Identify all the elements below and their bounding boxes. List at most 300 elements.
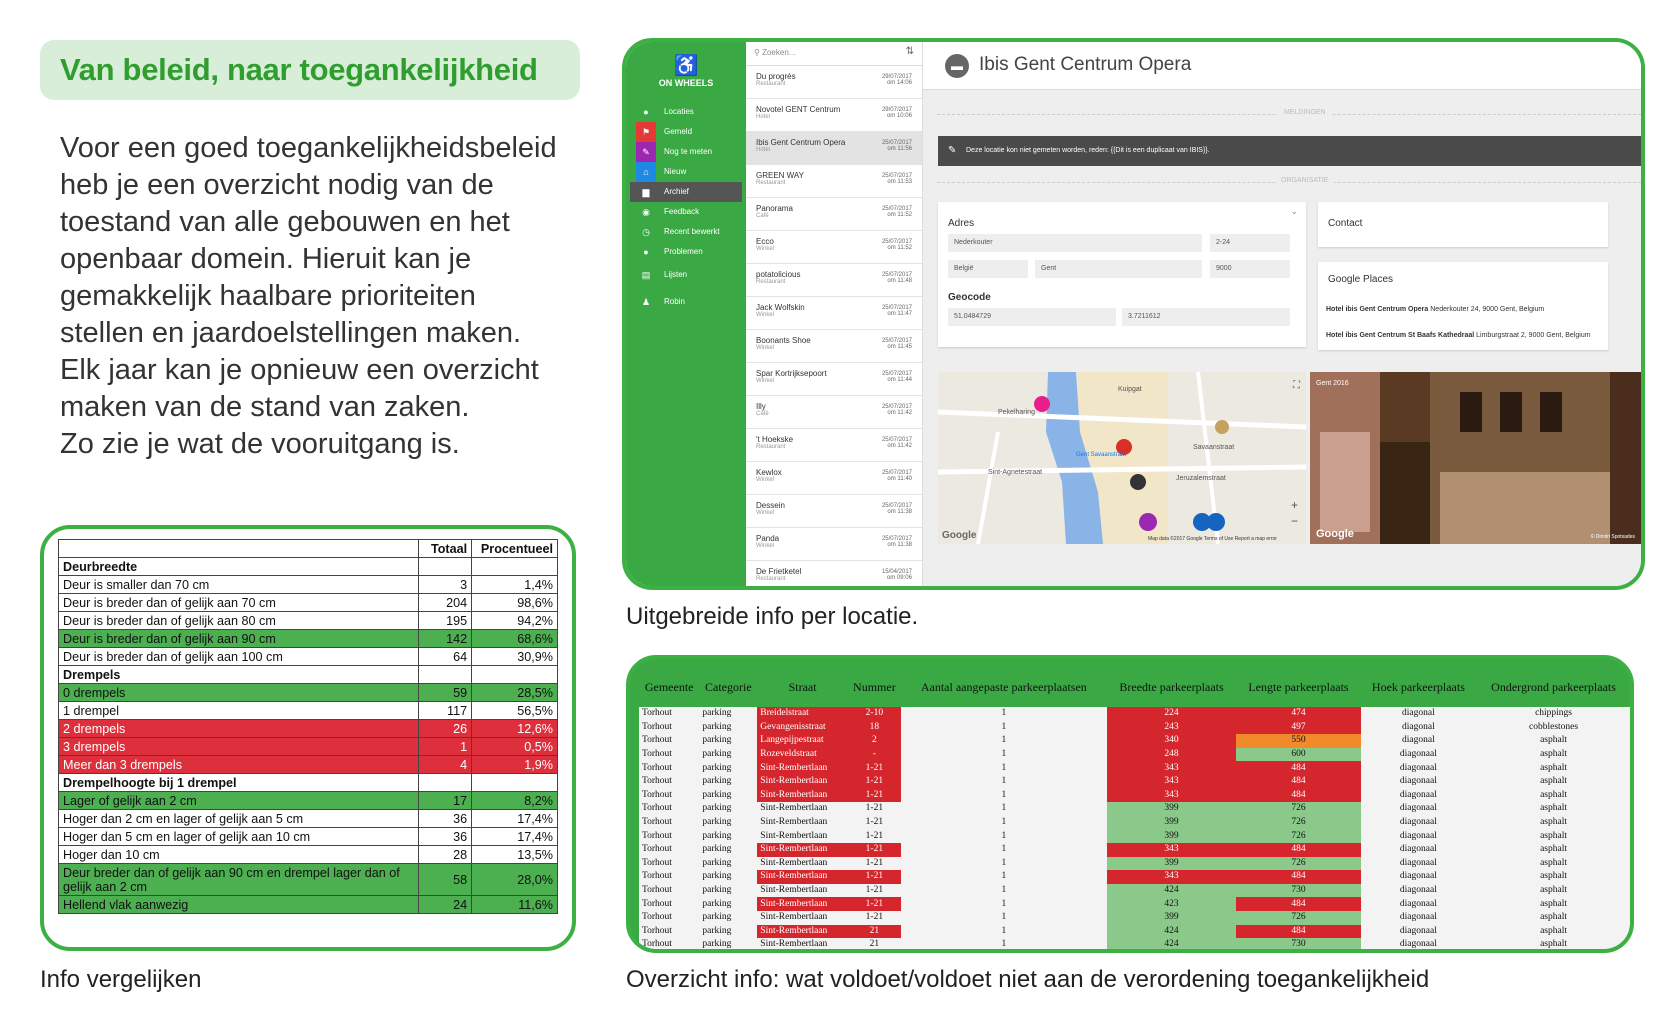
table-cell [472, 774, 558, 792]
table-cell: Deur breder dan of gelijk aan 90 cm en drempel lager dan of gelijk aan 2 cm [59, 864, 419, 896]
table-cell: 1-21 [848, 897, 901, 911]
nav-item-robin[interactable] [630, 292, 742, 312]
notice-message [938, 136, 1641, 166]
map-label: Sint-Agnetestraat [988, 469, 1043, 476]
fullscreen-icon[interactable]: ⛶ [1293, 380, 1300, 391]
table-row [639, 775, 1631, 789]
table-cell: Torhout [639, 911, 699, 925]
table-cell: 484 [1236, 843, 1360, 857]
table-cell: 11,6% [472, 896, 558, 914]
item-type: Winkel [756, 477, 775, 483]
table-cell: parking [699, 857, 757, 871]
table-cell: 343 [1107, 870, 1236, 884]
zip-field[interactable]: 9000 [1210, 260, 1290, 278]
street-view-credit: © Dimitri Spotsades [1590, 534, 1635, 540]
caption-app: Uitgebreide info per locatie. [626, 603, 919, 630]
google-logo: Google [1316, 528, 1354, 540]
item-type: Restaurant [756, 180, 786, 186]
list-item[interactable] [746, 198, 922, 231]
table-cell: Gevangenisstraat [757, 721, 848, 735]
list-item[interactable] [746, 396, 922, 429]
list-item[interactable] [746, 462, 922, 495]
list-item[interactable] [746, 429, 922, 462]
caption-compare: Info vergelijken [40, 966, 202, 993]
table-cell: diagonal [1361, 734, 1476, 748]
table-cell: 1 [901, 843, 1107, 857]
table-row [639, 870, 1631, 884]
table-cell: Torhout [639, 938, 699, 952]
search-input[interactable] [746, 42, 922, 66]
item-name: Du progrès [756, 72, 796, 81]
nav-item-locaties[interactable] [630, 102, 742, 122]
table-cell: Deur is breder dan of gelijk aan 90 cm [59, 630, 419, 648]
table-header-cell: Totaal [419, 540, 472, 558]
map-footer: Map data ©2017 Google Terms of Use Report a map error [1148, 536, 1277, 542]
table-cell: 1-21 [848, 884, 901, 898]
table-cell: 17,4% [472, 828, 558, 846]
table-cell: diagonaal [1361, 748, 1476, 762]
address-label: Adres [948, 218, 975, 229]
table-cell: 243 [1107, 721, 1236, 735]
table-cell: Sint-Rembertlaan [757, 843, 848, 857]
table-cell: diagonaal [1361, 870, 1476, 884]
table-row [59, 896, 558, 914]
table-cell: 13,5% [472, 846, 558, 864]
street-view[interactable] [1310, 372, 1641, 544]
table-cell: 17,4% [472, 810, 558, 828]
place-item[interactable]: Hotel ibis Gent Centrum Opera Nederkouter 24, 9000 Gent, Belgium [1326, 306, 1545, 313]
table-cell: Torhout [639, 925, 699, 939]
table-row [639, 721, 1631, 735]
intro-line: Voor een goed toegankelijkheidsbeleid [60, 132, 557, 164]
table-cell: 28,0% [472, 864, 558, 896]
item-type: Restaurant [756, 576, 786, 582]
list-item[interactable] [746, 297, 922, 330]
table-cell: 424 [1107, 884, 1236, 898]
table-header-cell: Nummer [848, 667, 901, 707]
table-cell: 730 [1236, 884, 1360, 898]
table-cell: 1 [901, 911, 1107, 925]
table-cell: 343 [1107, 789, 1236, 803]
item-name: Illy [756, 402, 766, 411]
table-row [59, 864, 558, 896]
item-type: Hotel [756, 114, 771, 120]
list-item[interactable] [746, 561, 922, 590]
map-graphic [938, 372, 1306, 544]
table-cell: 1-21 [848, 857, 901, 871]
page-title: Van beleid, naar toegankelijkheid [60, 52, 538, 87]
table-cell: 550 [1236, 734, 1360, 748]
table-cell: 59 [419, 684, 472, 702]
item-date: 25/07/2017 om 11:56 [881, 140, 912, 152]
table-cell: 1 [901, 884, 1107, 898]
item-name: Ibis Gent Centrum Opera [756, 138, 846, 147]
table-cell: Sint-Rembertlaan [757, 761, 848, 775]
item-type: Restaurant [756, 279, 786, 285]
table-cell: Torhout [639, 816, 699, 830]
list-item[interactable] [746, 495, 922, 528]
table-cell: Torhout [639, 748, 699, 762]
table-cell: asphalt [1476, 789, 1631, 803]
table-cell: asphalt [1476, 870, 1631, 884]
nav-label: Nog te meten [664, 147, 713, 156]
item-name: Kewlox [756, 468, 782, 477]
table-cell: parking [699, 761, 757, 775]
location-list [746, 42, 923, 586]
map-view[interactable] [938, 372, 1306, 544]
table-row [59, 648, 558, 666]
table-cell: 224 [1107, 707, 1236, 721]
table-cell: asphalt [1476, 802, 1631, 816]
item-name: De Frietketel [756, 567, 802, 576]
table-cell: asphalt [1476, 938, 1631, 952]
table-row [639, 884, 1631, 898]
table-cell: Sint-Rembertlaan [757, 925, 848, 939]
table-row [59, 630, 558, 648]
table-cell: 1 [901, 897, 1107, 911]
table-header-cell: Gemeente [639, 667, 699, 707]
table-cell: asphalt [1476, 897, 1631, 911]
address-card [938, 202, 1306, 347]
item-type: Café [756, 213, 769, 219]
caption-overview: Overzicht info: wat voldoet/voldoet niet aan de verordening toegankelijkheid [626, 966, 1430, 993]
intro-line: Zo zie je wat de vooruitgang is. [60, 428, 460, 460]
app-sidebar [626, 42, 746, 586]
table-cell: Torhout [639, 802, 699, 816]
table-cell: parking [699, 816, 757, 830]
table-cell: 399 [1107, 857, 1236, 871]
nav-item-lijsten[interactable] [630, 265, 742, 285]
google-places-card [1318, 262, 1608, 350]
item-date: 25/07/2017 om 11:38 [881, 503, 912, 515]
zoom-out-icon[interactable]: − [1290, 514, 1298, 528]
table-cell: parking [699, 870, 757, 884]
table-cell: Sint-Rembertlaan [757, 789, 848, 803]
item-name: GREEN WAY [756, 171, 805, 180]
table-cell: 424 [1107, 938, 1236, 952]
table-row [639, 789, 1631, 803]
table-cell: 726 [1236, 829, 1360, 843]
list-item[interactable] [746, 330, 922, 363]
nav-icon: ◉ [642, 207, 650, 217]
nav-item-problemen[interactable] [630, 242, 742, 262]
table-cell: Drempelhoogte bij 1 drempel [59, 774, 419, 792]
comparison-table-frame [40, 525, 576, 951]
detail-header [923, 42, 1641, 90]
table-cell [419, 774, 472, 792]
table-cell: diagonaal [1361, 775, 1476, 789]
table-cell: 1 [901, 857, 1107, 871]
nav-label: Archief [664, 187, 689, 196]
list-item[interactable] [746, 528, 922, 561]
bed-icon: ▬ [945, 54, 969, 78]
nav-icon: ▆ [642, 187, 650, 197]
table-cell: Torhout [639, 884, 699, 898]
table-header-cell: Breedte parkeerplaats [1107, 667, 1236, 707]
table-row [59, 756, 558, 774]
table-cell: Torhout [639, 857, 699, 871]
item-name: potatolicious [756, 270, 801, 279]
map-label: Pekelharing [998, 409, 1035, 416]
table-cell: diagonaal [1361, 857, 1476, 871]
table-cell: diagonaal [1361, 925, 1476, 939]
intro-line: toestand van alle gebouwen en het [60, 206, 510, 238]
table-cell: 1 [901, 789, 1107, 803]
table-cell: - [848, 748, 901, 762]
nav-label: Gemeld [664, 127, 693, 136]
item-type: Winkel [756, 312, 775, 318]
table-cell: Meer dan 3 drempels [59, 756, 419, 774]
item-date: 25/07/2017 om 11:52 [881, 206, 912, 218]
nav-item-feedback[interactable] [630, 202, 742, 222]
list-item[interactable] [746, 99, 922, 132]
table-cell: 248 [1107, 748, 1236, 762]
table-cell: 26 [419, 720, 472, 738]
latitude-field[interactable]: 51.0484729 [948, 308, 1116, 326]
pencil-icon: ✎ [948, 145, 957, 156]
table-cell: 3 [419, 576, 472, 594]
table-cell: 1 [419, 738, 472, 756]
item-type: Hotel [756, 147, 771, 153]
list-item[interactable] [746, 264, 922, 297]
table-cell: Rozeveldstraat [757, 748, 848, 762]
detail-title: Ibis Gent Centrum Opera [979, 54, 1192, 75]
table-cell: 343 [1107, 843, 1236, 857]
table-cell: 1-21 [848, 789, 901, 803]
table-cell: 726 [1236, 911, 1360, 925]
table-cell: 399 [1107, 816, 1236, 830]
section-organisatie: ORGANISATIE [1275, 177, 1334, 184]
app-logo [626, 54, 746, 88]
item-date: 25/07/2017 om 11:52 [881, 239, 912, 251]
table-cell: 1 [901, 870, 1107, 884]
item-name: Panda [756, 534, 780, 543]
table-cell: Deur is breder dan of gelijk aan 80 cm [59, 612, 419, 630]
table-cell: Sint-Rembertlaan [757, 802, 848, 816]
notice-text: Deze locatie kon niet gemeten worden, reden: {{Dit is een duplicaat van IBIS}}. [966, 147, 1210, 154]
comparison-table [58, 539, 558, 914]
place-item[interactable]: Hotel ibis Gent Centrum St Baafs Kathedraal Limburgstraat 2, 9000 Gent, Belgium [1326, 332, 1591, 339]
longitude-field[interactable]: 3.7211612 [1122, 308, 1290, 326]
item-name: Ecco [756, 237, 774, 246]
table-cell: asphalt [1476, 775, 1631, 789]
intro-line: heb je een overzicht nodig van de [60, 169, 494, 201]
table-cell: cobblestones [1476, 721, 1631, 735]
table-row [639, 857, 1631, 871]
table-row [639, 829, 1631, 843]
table-row [59, 846, 558, 864]
nav-icon: ● [643, 107, 649, 117]
google-logo: Google [942, 530, 977, 541]
item-type: Winkel [756, 510, 775, 516]
table-cell: Deurbreedte [59, 558, 419, 576]
chevron-down-icon[interactable]: ⌄ [1290, 206, 1298, 216]
nav-item-recent-bewerkt[interactable] [630, 222, 742, 242]
search-placeholder: Zoeken... [762, 48, 796, 57]
table-cell: 1-21 [848, 829, 901, 843]
table-cell: parking [699, 802, 757, 816]
contact-card [1318, 202, 1608, 247]
table-cell: 1-21 [848, 761, 901, 775]
map-label: Gent Savaanstraat [1076, 452, 1127, 458]
table-cell: 1-21 [848, 802, 901, 816]
table-cell: parking [699, 775, 757, 789]
table-cell: Hoger dan 5 cm en lager of gelijk aan 10 cm [59, 828, 419, 846]
nav-icon: ⌂ [636, 162, 656, 182]
list-item[interactable] [746, 132, 922, 165]
table-row [59, 684, 558, 702]
item-name: 't Hoekske [756, 435, 794, 444]
table-row [59, 720, 558, 738]
intro-text [60, 130, 600, 463]
item-date: 25/07/2017 om 11:42 [881, 404, 912, 416]
sort-icon[interactable]: ⇅ [905, 46, 914, 57]
table-cell: 1 drempel [59, 702, 419, 720]
table-cell: 399 [1107, 911, 1236, 925]
table-cell: 64 [419, 648, 472, 666]
table-row [59, 774, 558, 792]
list-item[interactable] [746, 231, 922, 264]
table-cell: 2 [848, 734, 901, 748]
table-cell: 1 [901, 802, 1107, 816]
table-row [59, 666, 558, 684]
zoom-in-icon[interactable]: + [1290, 498, 1298, 512]
table-row [59, 612, 558, 630]
table-cell: diagonaal [1361, 829, 1476, 843]
table-cell: Deur is smaller dan 70 cm [59, 576, 419, 594]
list-item[interactable] [746, 363, 922, 396]
table-cell: Torhout [639, 829, 699, 843]
table-cell: 21 [848, 938, 901, 952]
table-cell: 142 [419, 630, 472, 648]
nav-label: Nieuw [664, 167, 687, 176]
street-view-graphic [1310, 372, 1610, 544]
table-cell: Torhout [639, 775, 699, 789]
nav-icon: ▤ [641, 270, 651, 280]
table-cell: Torhout [639, 789, 699, 803]
wheelchair-icon: ♿ [673, 55, 699, 77]
nav-item-nog-te-meten[interactable] [630, 142, 742, 162]
item-name: Novotel GENT Centrum [756, 105, 841, 114]
location-detail [923, 42, 1641, 586]
table-cell: 484 [1236, 775, 1360, 789]
item-date: 25/07/2017 om 11:40 [881, 470, 912, 482]
table-row [639, 816, 1631, 830]
table-row [59, 828, 558, 846]
item-date: 25/07/2017 om 11:47 [881, 305, 912, 317]
table-cell: Torhout [639, 870, 699, 884]
nav-icon: ● [643, 247, 649, 257]
number-field[interactable]: 2-24 [1210, 234, 1290, 252]
item-date: 25/07/2017 om 11:48 [881, 272, 912, 284]
overview-table-frame [626, 655, 1634, 953]
table-row [639, 843, 1631, 857]
table-row [639, 761, 1631, 775]
item-type: Winkel [756, 378, 775, 384]
table-cell [419, 558, 472, 576]
table-cell: diagonaal [1361, 802, 1476, 816]
table-cell: parking [699, 829, 757, 843]
table-cell: Sint-Rembertlaan [757, 911, 848, 925]
table-row [59, 810, 558, 828]
table-cell: asphalt [1476, 829, 1631, 843]
table-row [639, 925, 1631, 939]
section-meldingen: MELDINGEN [1278, 109, 1332, 116]
table-cell: 484 [1236, 789, 1360, 803]
table-cell: 68,6% [472, 630, 558, 648]
table-cell: 36 [419, 810, 472, 828]
logo-text: ON WHEELS [658, 78, 714, 88]
nav-label: Recent bewerkt [664, 227, 720, 236]
table-cell: chippings [1476, 707, 1631, 721]
item-name: Jack Wolfskin [756, 303, 805, 312]
table-cell: 30,9% [472, 648, 558, 666]
table-cell: Breidelstraat [757, 707, 848, 721]
table-row [639, 707, 1631, 721]
search-icon: ⚲ [754, 48, 763, 57]
table-cell: 1 [901, 775, 1107, 789]
table-row [639, 938, 1631, 952]
table-cell: parking [699, 938, 757, 952]
list-item[interactable] [746, 165, 922, 198]
nav-label: Problemen [664, 247, 703, 256]
item-type: Winkel [756, 345, 775, 351]
intro-line: gemakkelijk haalbare prioriteiten [60, 280, 476, 312]
table-cell: Sint-Rembertlaan [757, 938, 848, 952]
table-cell: Drempels [59, 666, 419, 684]
table-row [59, 702, 558, 720]
table-cell: 195 [419, 612, 472, 630]
table-cell: 56,5% [472, 702, 558, 720]
item-date: 25/07/2017 om 11:38 [881, 536, 912, 548]
table-cell: 1 [901, 925, 1107, 939]
item-type: Winkel [756, 543, 775, 549]
table-cell: Hellend vlak aanwezig [59, 896, 419, 914]
table-header-cell: Aantal aangepaste parkeerplaatsen [901, 667, 1107, 707]
list-item[interactable] [746, 66, 922, 99]
table-cell: Sint-Rembertlaan [757, 897, 848, 911]
nav-icon: ◷ [642, 227, 650, 237]
table-header-cell: Lengte parkeerplaats [1236, 667, 1360, 707]
table-cell: diagonal [1361, 721, 1476, 735]
nav-item-gemeld[interactable] [630, 122, 742, 142]
nav-icon: ♟ [641, 297, 651, 307]
table-row [59, 594, 558, 612]
table-cell: asphalt [1476, 816, 1631, 830]
table-cell: 1 [901, 938, 1107, 952]
table-cell: 36 [419, 828, 472, 846]
table-cell: Deur is breder dan of gelijk aan 70 cm [59, 594, 419, 612]
nav-item-nieuw[interactable] [630, 162, 742, 182]
country-field[interactable]: België [948, 260, 1028, 278]
places-label: Google Places [1328, 274, 1394, 285]
table-cell: asphalt [1476, 734, 1631, 748]
table-cell: Hoger dan 2 cm en lager of gelijk aan 5 cm [59, 810, 419, 828]
city-field[interactable]: Gent [1035, 260, 1202, 278]
table-cell: diagonaal [1361, 761, 1476, 775]
table-row [639, 802, 1631, 816]
table-cell: 117 [419, 702, 472, 720]
table-cell: 1 [901, 707, 1107, 721]
table-header-row [59, 540, 558, 558]
table-cell: 399 [1107, 829, 1236, 843]
table-cell: 1-21 [848, 870, 901, 884]
table-cell: parking [699, 721, 757, 735]
nav-item-archief[interactable] [630, 182, 742, 202]
table-cell: 600 [1236, 748, 1360, 762]
street-field[interactable]: Nederkouter [948, 234, 1202, 252]
table-cell: 424 [1107, 925, 1236, 939]
